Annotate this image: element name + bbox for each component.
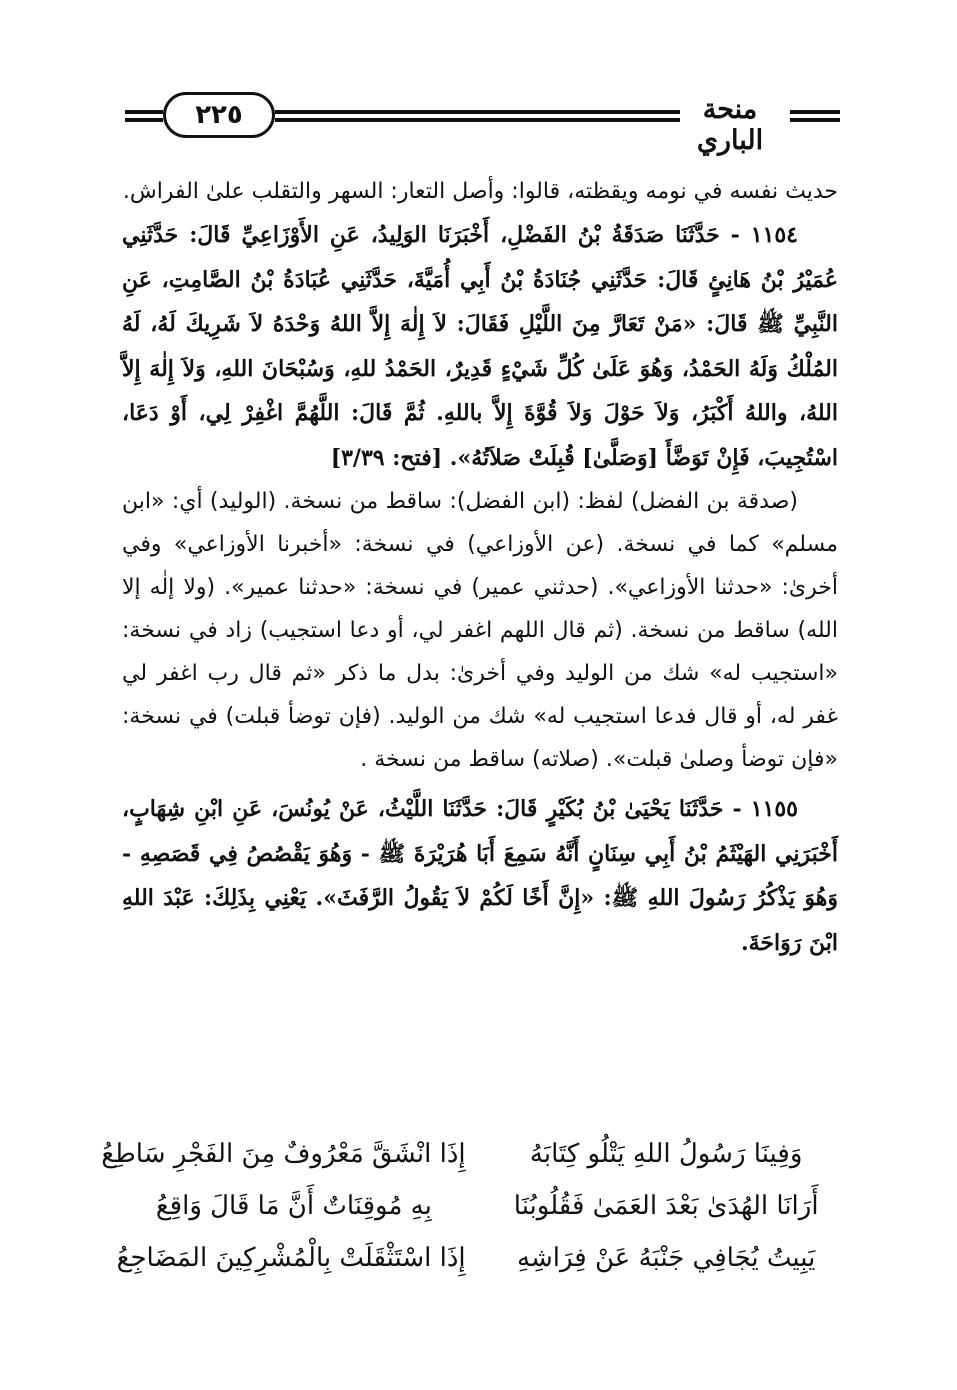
verse-first-hemistich: وَفِينَا رَسُولُ اللهِ يَتْلُو كِتَابَهُ	[529, 1139, 803, 1169]
poem-verse	[116, 1232, 838, 1284]
header-rule-left	[125, 110, 163, 122]
running-title: منحة الباري	[696, 94, 764, 156]
page-number	[163, 92, 275, 138]
page-header	[125, 88, 840, 156]
verse-first-hemistich: يَبِيتُ يُجَافِي جَنْبَهُ عَنْ فِرَاشِهِ	[517, 1243, 816, 1273]
poem-verse	[101, 1128, 838, 1180]
hadith-1155: ١١٥٥ - حَدَّثَنَا يَحْيَىٰ بْنُ بُكَيْرٍ قَالَ: حَدَّثَنَا اللَّيْثُ، عَنْ يُونُسَ، عَنِ ابْنِ شِهَابٍ، أَخْبَرَنِي الهَيْثَمُ بْنُ أَبِي سِنَانٍ أَنَّهُ سَمِعَ أَبَا هُرَيْرَةَ ﷺ - وَهُوَ يَقْصُصُ فِي قَصَصِهِ - وَهُوَ يَذْكُرُ رَسُولَ اللهِ ﷺ: «إِنَّ أَخًا لَكُمْ لاَ يَقُولُ الرَّفَثَ». يَعْنِي بِذَلِكَ: عَبْدَ اللهِ ابْنَ رَوَاحَةَ.	[122, 796, 838, 956]
commentary-paragraph-1: حديث نفسه في نومه ويقظته، قالوا: وأصل التعار: السهر والتقلب علىٰ الفراش.	[122, 179, 838, 204]
verse-first-hemistich: أَرَانَا الهُدَىٰ بَعْدَ العَمَىٰ فَقُلُوبُنَا	[513, 1191, 819, 1221]
poem-verse	[122, 1180, 838, 1232]
header-rule-right	[790, 110, 840, 122]
poem-verses	[101, 1128, 838, 1284]
hadith-1154: ١١٥٤ - حَدَّثَنَا صَدَقَةُ بْنُ الفَضْلِ، أَخْبَرَنَا الوَلِيدُ، عَنِ الأَوْزَاعِيِّ قَالَ: حَدَّثَنِي عُمَيْرُ بْنُ هَانِئٍ قَالَ: حَدَّثَنِي جُنَادَةُ بْنُ أَبِي أُمَيَّةَ، حَدَّثَنِي عُبَادَةُ بْنُ الصَّامِتِ، عَنِ النَّبِيِّ ﷺ قَالَ: «مَنْ تَعَارَّ مِنَ اللَّيْلِ فَقَالَ: لاَ إِلٰهَ إِلاَّ اللهُ وَحْدَهُ لاَ شَرِيكَ لَهُ، لَهُ المُلْكُ وَلَهُ الحَمْدُ، وَهُوَ عَلَىٰ كُلِّ شَيْءٍ قَدِيرٌ، الحَمْدُ للهِ، وَسُبْحَانَ اللهِ، وَلاَ إِلٰهَ إِلاَّ اللهُ، واللهُ أَكْبَرُ، وَلاَ حَوْلَ وَلاَ قُوَّةَ إِلاَّ باللهِ. ثُمَّ قَالَ: اللَّهُمَّ اغْفِرْ لِي، أَوْ دَعَا، اسْتُجِيبَ، فَإِنْ تَوَضَّأَ [وَصَلَّىٰ] قُبِلَتْ صَلاَتُهُ». [فتح: ٣/٣٩]	[122, 222, 838, 471]
header-rule-middle	[275, 110, 680, 122]
page-number-text: ٢٢٥	[195, 100, 243, 130]
verse-second-hemistich: بِهِ مُوقِنَاتٌ أَنَّ مَا قَالَ وَاقِعُ	[155, 1191, 432, 1221]
verse-second-hemistich: إِذَا انْشَقَّ مَعْرُوفٌ مِنَ الفَجْرِ سَاطِعُ	[101, 1139, 466, 1169]
page-body	[122, 170, 838, 965]
commentary-paragraph-2: (صدقة بن الفضل) لفظ: (ابن الفضل): ساقط من نسخة. (الوليد) أي: «ابن مسلم» كما في نسخة. (عن الأوزاعي) في نسخة: «أخبرنا الأوزاعي» وفي أخرىٰ: «حدثنا الأوزاعي». (حدثني عمير) في نسخة: «حدثنا عمير». (ولا إلٰه إلا الله) ساقط من نسخة. (ثم قال اللهم اغفر لي، أو دعا استجيب) زاد في نسخة: «استجيب له» شك من الوليد وفي أخرىٰ: بدل ما ذكر «ثم قال رب اغفر لي غفر له، أو قال فدعا استجيب له» شك من الوليد. (فإن توضأ قبلت) في نسخة: «فإن توضأ وصلىٰ قبلت». (صلاته) ساقط من نسخة .	[122, 489, 838, 772]
verse-second-hemistich: إِذَا اسْتَثْقَلَتْ بِالْمُشْرِكِينَ المَضَاجِعُ	[116, 1243, 466, 1273]
